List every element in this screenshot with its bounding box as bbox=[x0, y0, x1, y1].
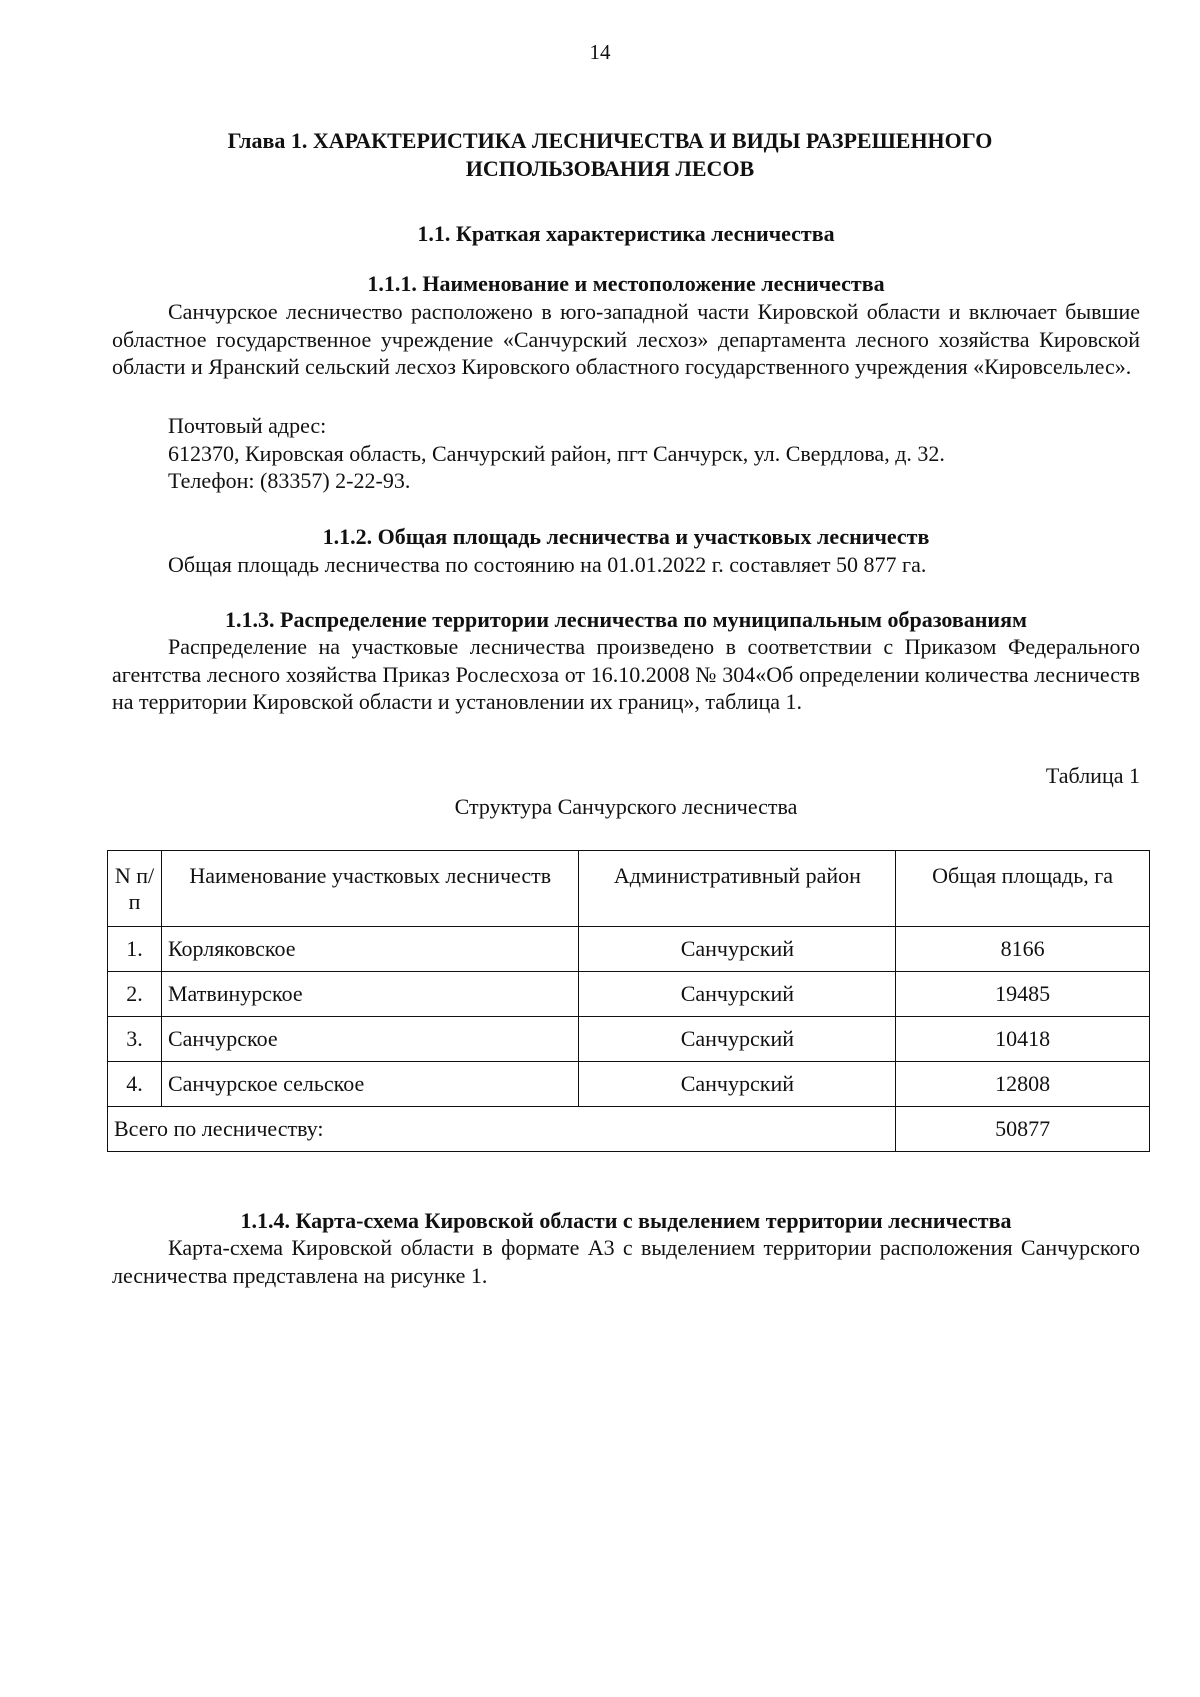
total-label: Всего по лесничеству: bbox=[108, 1107, 896, 1152]
section-1-1-4-title: 1.1.4. Карта-схема Кировской области с выделением территории лесничества bbox=[240, 1208, 1012, 1233]
row-name: Санчурское bbox=[161, 1017, 579, 1062]
row-district: Санчурский bbox=[579, 1017, 896, 1062]
chapter-title: Глава 1. ХАРАКТЕРИСТИКА ЛЕСНИЧЕСТВА И ВИДЫ РАЗРЕШЕННОГО ИСПОЛЬЗОВАНИЯ ЛЕСОВ bbox=[227, 128, 993, 181]
table-row bbox=[108, 1017, 1150, 1062]
row-district: Санчурский bbox=[579, 927, 896, 972]
table-total-row bbox=[108, 1107, 1150, 1152]
row-area: 12808 bbox=[896, 1062, 1150, 1107]
row-number: 3. bbox=[108, 1017, 162, 1062]
postal-address-label: Почтовый адрес: bbox=[168, 413, 327, 438]
table-caption: Структура Санчурского лесничества bbox=[454, 794, 798, 819]
table-row bbox=[108, 927, 1150, 972]
section-1-1-4-paragraph: Карта-схема Кировской области в формате А3 с выделением территории расположения Санчурского лесничества представлена на рисунке 1. bbox=[112, 1235, 1140, 1288]
section-1-1-3-paragraph: Распределение на участковые лесничества произведено в соответствии с Приказом Федерального агентства лесного хозяйства Приказ Рослесхоза от 16.10.2008 № 304«Об определении количества лесничеств на территории Кировской области и установлении их границ», таблица 1. bbox=[112, 634, 1140, 714]
structure-table bbox=[107, 850, 1150, 1152]
row-number: 2. bbox=[108, 972, 162, 1017]
header-number: N п/п bbox=[108, 851, 162, 927]
table-header-row bbox=[108, 851, 1150, 927]
row-district: Санчурский bbox=[579, 1062, 896, 1107]
row-district: Санчурский bbox=[579, 972, 896, 1017]
table-label: Таблица 1 bbox=[1045, 763, 1140, 788]
header-district: Административный район bbox=[579, 851, 896, 927]
section-1-1-3-title: 1.1.3. Распределение территории лесничества по муниципальным образованиям bbox=[225, 607, 1027, 632]
phone-number: Телефон: (83357) 2-22-93. bbox=[168, 468, 411, 493]
row-number: 1. bbox=[108, 927, 162, 972]
header-area: Общая площадь, га bbox=[896, 851, 1150, 927]
section-1-1-title: 1.1. Краткая характеристика лесничества bbox=[417, 221, 835, 246]
row-name: Санчурское сельское bbox=[161, 1062, 579, 1107]
page-number: 14 bbox=[589, 40, 611, 64]
total-value: 50877 bbox=[896, 1107, 1150, 1152]
section-1-1-2-title: 1.1.2. Общая площадь лесничества и участковых лесничеств bbox=[322, 524, 930, 549]
table-row bbox=[108, 1062, 1150, 1107]
section-1-1-1-title: 1.1.1. Наименование и местоположение лесничества bbox=[367, 271, 885, 296]
header-name: Наименование участковых лесничеств bbox=[161, 851, 579, 927]
row-area: 19485 bbox=[896, 972, 1150, 1017]
row-name: Матвинурское bbox=[161, 972, 579, 1017]
row-area: 10418 bbox=[896, 1017, 1150, 1062]
section-1-1-1-paragraph: Санчурское лесничество расположено в юго-западной части Кировской области и включает бывшие областное государственное учреждение «Санчурский лесхоз» департамента лесного хозяйства Кировской области и Яранский сельский лесхоз Кировского областного государственного учреждения «Кировсельлес». bbox=[112, 299, 1140, 379]
postal-address: 612370, Кировская область, Санчурский район, пгт Санчурск, ул. Свердлова, д. 32. bbox=[168, 441, 945, 466]
row-name: Корляковское bbox=[161, 927, 579, 972]
section-1-1-2-paragraph: Общая площадь лесничества по состоянию на 01.01.2022 г. составляет 50 877 га. bbox=[168, 552, 927, 577]
row-number: 4. bbox=[108, 1062, 162, 1107]
row-area: 8166 bbox=[896, 927, 1150, 972]
table-row bbox=[108, 972, 1150, 1017]
